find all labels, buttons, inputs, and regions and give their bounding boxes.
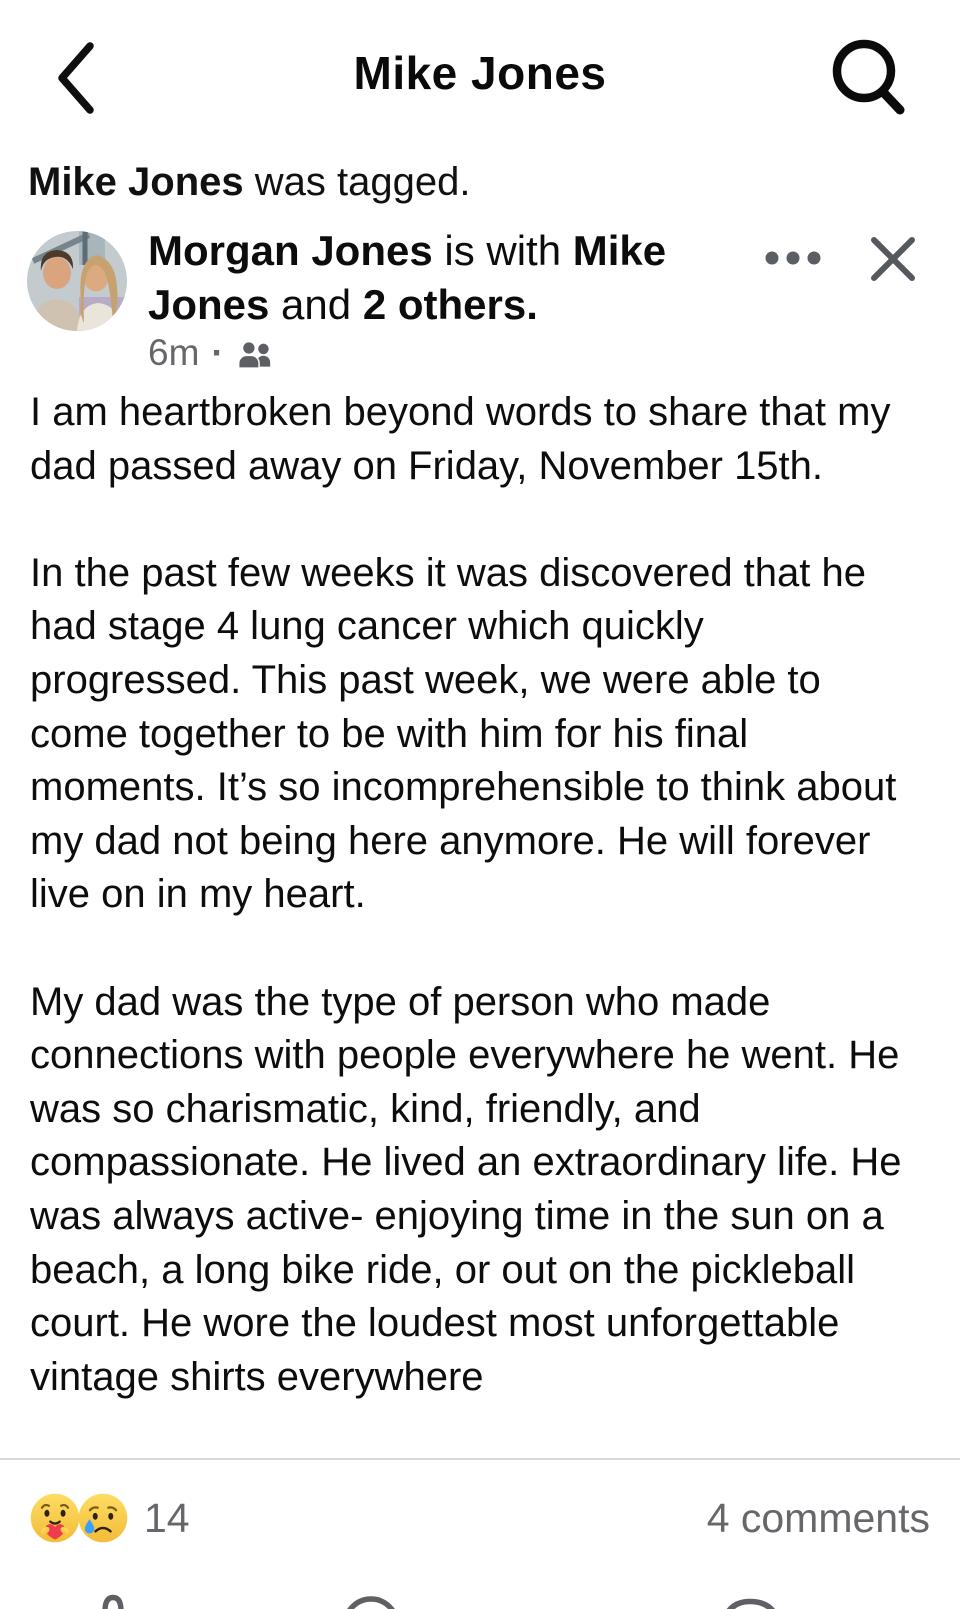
- engagement-summary: [30, 1490, 930, 1546]
- reaction-count[interactable]: 14: [144, 1494, 190, 1541]
- search-icon: [822, 30, 914, 122]
- post-paragraph: In the past few weeks it was discovered that he had stage 4 lung cancer which quickly progressed. This past week, we were able to come together to be with him for his final moments. It’s so incomprehensible to think about my dad not being here anymore. He will forever live on in my heart.: [30, 550, 897, 917]
- close-icon: [856, 226, 928, 298]
- page-title: Mike Jones: [353, 47, 607, 99]
- friends-icon: [236, 339, 274, 371]
- post-paragraph: I am heartbroken beyond words to share that my dad passed away on Friday, November 15th.: [30, 390, 891, 488]
- like-icon: [100, 1592, 126, 1609]
- post-meta: [148, 332, 274, 374]
- post-paragraph: My dad was the type of person who made connections with people everywhere he went. He was so charismatic, kind, friendly, and compassionate. He lived an extraordinary life. He was always active- enjoying time in the sun on a beach, a long bike ride, or out on the pickleball court. He wore the loudest most unforgettable vintage shirts everywhere: [30, 979, 902, 1399]
- comments-count[interactable]: 4 comments: [706, 1494, 930, 1541]
- more-options-icon: [762, 238, 824, 274]
- care-reaction-icon[interactable]: [30, 1493, 80, 1543]
- comment-icon: [340, 1592, 402, 1609]
- tagged-name[interactable]: Mike Jones: [28, 160, 244, 204]
- share-icon: [716, 1593, 786, 1609]
- comment-button[interactable]: [340, 1592, 402, 1609]
- post-headline: [148, 224, 738, 332]
- tagged-person-link[interactable]: Mike Jones: [148, 227, 667, 328]
- like-button[interactable]: [100, 1592, 126, 1609]
- author-link[interactable]: Morgan Jones: [148, 227, 433, 274]
- post-body: [30, 386, 916, 1458]
- divider: [0, 1458, 960, 1460]
- search-button[interactable]: [822, 30, 914, 122]
- meta-separator: ·: [211, 332, 224, 373]
- timestamp: 6m: [148, 332, 200, 373]
- more-options-button[interactable]: [762, 238, 824, 274]
- headline-text: and: [269, 281, 363, 328]
- avatar-photo: [27, 231, 127, 331]
- sad-reaction-icon[interactable]: [78, 1493, 128, 1543]
- share-button[interactable]: [716, 1593, 786, 1609]
- tag-banner: [28, 160, 470, 205]
- close-button[interactable]: [856, 226, 928, 298]
- others-link[interactable]: 2 others.: [362, 281, 538, 328]
- tag-banner-text: was tagged.: [243, 160, 471, 204]
- headline-text: is with: [432, 227, 573, 274]
- avatar[interactable]: [27, 231, 127, 331]
